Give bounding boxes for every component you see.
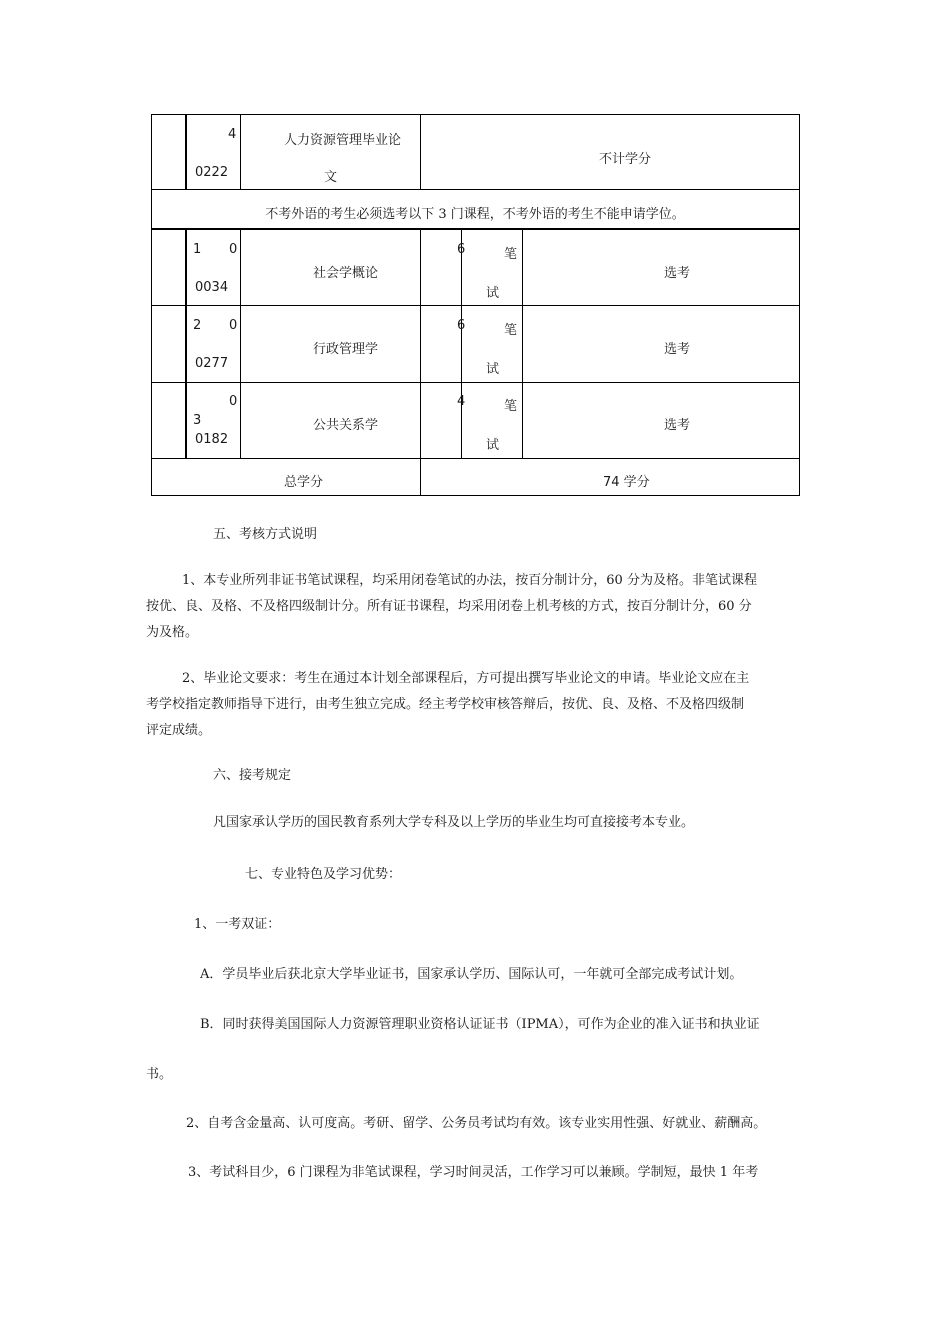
- thesis-credit-note: 不计学分: [599, 152, 652, 167]
- list-item: A．学员毕业后获北京大学毕业证书，国家承认学历、国际认可，一年就可全部完成考试计划。: [200, 967, 743, 982]
- course-code: 0182: [195, 432, 229, 447]
- course-code-part: 1: [193, 242, 202, 257]
- course-note: 选考: [664, 266, 691, 281]
- course-code-part: 0: [229, 318, 238, 333]
- course-code: 0034: [195, 280, 229, 295]
- thesis-code: 0222: [195, 165, 229, 180]
- list-item: 3、考试科目少，6 门课程为非笔试课程，学习时间灵活，工作学习可以兼顾。学制短，最快 1 年考: [188, 1165, 759, 1180]
- list-item: B．同时获得美国国际人力资源管理职业资格认证证书（IPMA），可作为企业的准入证书和执业证: [200, 1017, 760, 1032]
- list-item-continuation: 书。: [146, 1067, 173, 1082]
- course-credits: 6: [457, 318, 466, 333]
- course-code-part: 3: [193, 413, 202, 428]
- thesis-name-line2: 文: [324, 170, 338, 185]
- course-note: 选考: [664, 342, 691, 357]
- exam-type-top: 笔: [504, 399, 518, 414]
- paragraph-line: 为及格。: [146, 625, 199, 640]
- course-credits: 4: [457, 394, 466, 409]
- paragraph-line: 2、毕业论文要求：考生在通过本计划全部课程后，方可提出撰写毕业论文的申请。毕业论文应在主: [182, 671, 750, 686]
- exam-type-bottom: 试: [486, 362, 500, 377]
- list-item: 2、自考含金量高、认可度高。考研、留学、公务员考试均有效。该专业实用性强、好就业、薪酬高。: [186, 1116, 767, 1131]
- thesis-name-line1: 人力资源管理毕业论: [284, 133, 402, 148]
- total-value: 74 学分: [603, 475, 650, 490]
- notice-text: 不考外语的考生必须选考以下 3 门课程，不考外语的考生不能申请学位。: [265, 207, 685, 222]
- paragraph-line: 凡国家承认学历的国民教育系列大学专科及以上学历的毕业生均可直接接考本专业。: [213, 815, 695, 830]
- exam-type-top: 笔: [504, 323, 518, 338]
- exam-type-bottom: 试: [486, 286, 500, 301]
- paragraph-line: 1、本专业所列非证书笔试课程，均采用闭卷笔试的办法，按百分制计分，60 分为及格。非笔试课程: [182, 573, 757, 588]
- course-code-part: 0: [229, 394, 238, 409]
- course-code-part: 2: [193, 318, 202, 333]
- course-name: 公共关系学: [313, 418, 379, 433]
- total-label: 总学分: [284, 475, 324, 490]
- section-heading: 六、接考规定: [213, 768, 292, 783]
- section-heading: 七、专业特色及学习优势：: [245, 867, 402, 882]
- list-item: 1、一考双证：: [194, 917, 281, 932]
- course-name: 社会学概论: [313, 266, 379, 281]
- course-note: 选考: [664, 418, 691, 433]
- course-code-part: 0: [229, 242, 238, 257]
- course-code: 0277: [195, 356, 229, 371]
- exam-type-top: 笔: [504, 247, 518, 262]
- thesis-code-top: 4: [228, 127, 237, 142]
- course-credits: 6: [457, 242, 466, 257]
- section-heading: 五、考核方式说明: [213, 527, 318, 542]
- paragraph-line: 评定成绩。: [146, 723, 212, 738]
- exam-type-bottom: 试: [486, 438, 500, 453]
- paragraph-line: 按优、良、及格、不及格四级制计分。所有证书课程，均采用闭卷上机考核的方式，按百分制计分，60 分: [146, 599, 752, 614]
- paragraph-line: 考学校指定教师指导下进行，由考生独立完成。经主考学校审核答辩后，按优、良、及格、不及格四级制: [146, 697, 745, 712]
- course-name: 行政管理学: [313, 342, 379, 357]
